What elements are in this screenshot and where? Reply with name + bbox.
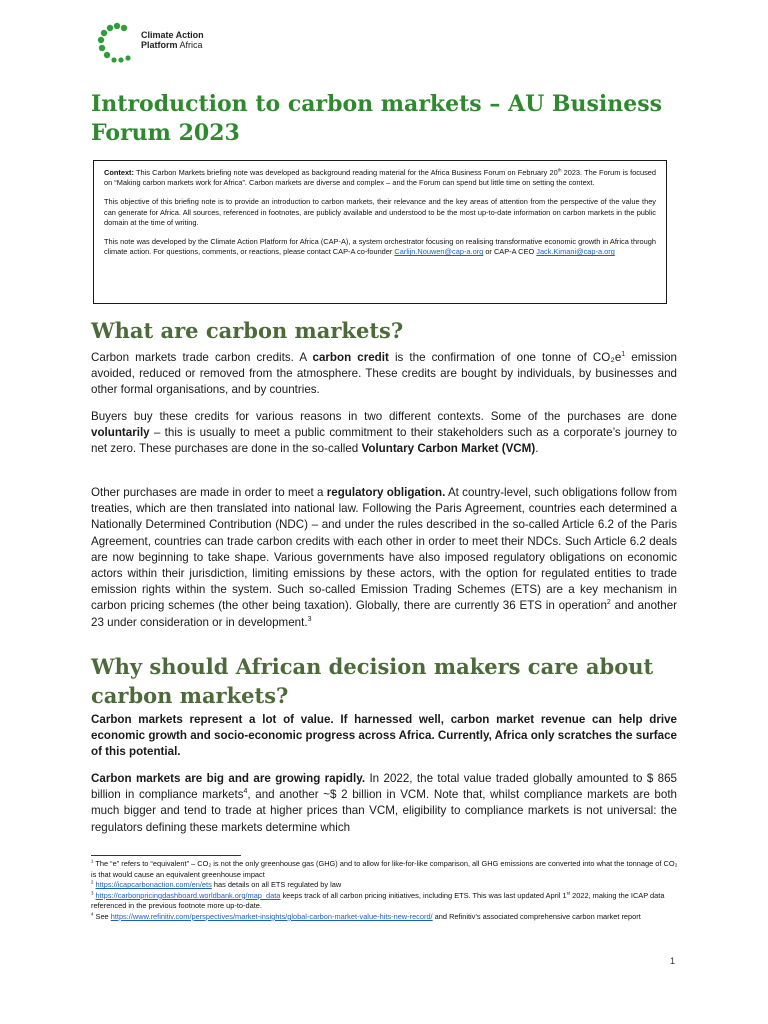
text: Buyers buy these credits for various reasons in two different contexts. Some of the purchases are done — [91, 410, 677, 423]
text: Other purchases are made in order to meet a — [91, 486, 327, 499]
bold-text: regulatory obligation. — [326, 486, 446, 499]
text: Carbon markets trade carbon credits. A — [91, 351, 313, 364]
context-label: Context: — [104, 168, 134, 177]
footnote-text: 2022, making the ICAP data referenced in the previous footnote more up-to-date. — [91, 890, 665, 911]
text: , and another ~$ 2 billion in VCM. Note that, whilst compliance markets are both much bigger and tend to trade at higher prices than VCM, eligibility to compliance markets is not universal: the regulators defining these markets determine which — [91, 788, 677, 834]
text: is the confirmation of one tonne of CO₂e — [388, 351, 622, 364]
footnote-ref-1[interactable]: 1 — [621, 351, 626, 359]
footnote-ref-3[interactable]: 3 — [307, 615, 312, 623]
bold-text: voluntarily — [91, 426, 150, 440]
footnotes — [91, 859, 681, 923]
section1-paragraph-1 — [91, 350, 677, 399]
context-text: This note was developed by the Climate Action Platform for Africa (CAP-A), a system orchestrator focusing on realising transformative economic growth in Africa through climate action. For questions, comments, or reactions, please contact CAP-A co-founder — [104, 237, 656, 257]
context-paragraph-3 — [104, 237, 656, 258]
email-link-jack[interactable]: Jack.Kimani@cap-a.org — [536, 247, 615, 257]
text: In 2022, the total value traded globally amounted to $ 865 billion in compliance markets — [91, 772, 678, 802]
email-link-carlijn[interactable]: Carlijn.Nouwen@cap-a.org — [394, 247, 484, 257]
footnote-separator — [91, 855, 241, 856]
footnote-number: 4 — [91, 911, 94, 917]
footnote-3 — [91, 891, 681, 912]
footnote-link-worldbank[interactable]: https://carbonpricingdashboard.worldbank.org/map_data — [95, 890, 281, 900]
footnote-number: 2 — [91, 879, 94, 885]
context-box — [93, 160, 667, 304]
context-text: This Carbon Markets briefing note was developed as background reading material for the Africa Business Forum on February 20 — [133, 168, 558, 177]
footnote-link-icap[interactable]: https://icapcarbonaction.com/en/ets — [95, 880, 212, 890]
context-text: 2023. The Forum is focused on “Making carbon markets work for Africa”. Carbon markets are diverse and complex – and the Forum can spend but little time on setting the context. — [104, 168, 656, 188]
text: – this is usually to meet a public commitment to their stakeholders such as a corporate’s journey to net zero. These purchases are done in the so-called — [91, 426, 677, 456]
footnote-link-refinitiv[interactable]: https://www.refinitiv.com/perspectives/market-insights/global-carbon-market-value-hits-new-record/ — [110, 911, 433, 921]
section2-paragraph-1: Carbon markets represent a lot of value. If harnessed well, carbon market revenue can help drive economic growth and socio-economic progress across Africa. Currently, Africa only scratches the surface of this potential. — [91, 713, 677, 759]
footnote-ref-2[interactable]: 2 — [606, 599, 611, 607]
logo-line2b: Africa — [177, 40, 203, 50]
context-text: or CAP-A CEO — [483, 247, 537, 257]
context-paragraph-2: This objective of this briefing note is to provide an introduction to carbon markets, their relevance and the key areas of attention from the perspective of the value they can generate for Africa. All sources, referenced in footnotes, are publicly available and understood to be the most up-to-date information on carbon markets in the public domain at the time of writing. — [104, 197, 656, 228]
document-title: Introduction to carbon markets – AU Business Forum 2023 — [91, 91, 663, 146]
footnote-ref-4[interactable]: 4 — [243, 788, 248, 796]
text: emission avoided, reduced or removed from the atmosphere. These credits are bought by individuals, by businesses and other formal organisations, and by countries. — [91, 351, 677, 397]
text: . — [535, 442, 539, 456]
logo-line1: Climate Action — [141, 30, 204, 40]
bold-text: carbon credit — [312, 351, 389, 364]
footnote-number: 3 — [91, 890, 94, 896]
section2-paragraph-2 — [91, 771, 677, 836]
footnote-text: The “e” refers to “equivalent” – CO₂ is not the only greenhouse gas (GHG) and to allow for like-for-like comparison, all GHG emissions are converted into what the tonnage of CO₂ is that would cause an equivalent greenhouse impact — [91, 859, 678, 879]
bold-text: Carbon markets are big and are growing rapidly. — [91, 772, 366, 785]
section-heading-what-are-carbon-markets: What are carbon markets? — [91, 318, 404, 343]
logo-wordmark — [141, 30, 204, 50]
section-heading-why-care: Why should African decision makers care about carbon markets? — [91, 654, 654, 708]
text: At country-level, such obligations follow from treaties, which are then translated into national law. Following the Paris Agreement, countries each determined a Nationally Determined Contribution (NDC) – and under the rules described in the so-called Article 6.2 of the Paris Agreement, countries can trade carbon credits with each other in order to meet their NDCs. Such Article 6.2 deals are now beginning to take shape. Various governments have also imposed regulatory obligations on economic actors within their jurisdiction, limiting emissions by these actors, with the option for regulated entities to trade emission rights within the system. Such so-called Emission Trading Schemes (ETS) are a key mechanism in carbon pricing schemes (the other being taxation). Globally, there are currently 36 ETS in operation — [91, 486, 677, 613]
page-number: 1 — [670, 956, 676, 966]
footnote-text: and Refinitiv’s associated comprehensive carbon market report — [432, 911, 641, 921]
footnote-text: has details on all ETS regulated by law — [211, 880, 342, 890]
footnote-number: 1 — [91, 858, 94, 864]
logo-line2: Platform — [141, 40, 178, 50]
footnote-text: keeps track of all carbon pricing initiatives, including ETS. This was last updated April 1 — [280, 890, 567, 900]
bold-text: Voluntary Carbon Market (VCM) — [361, 442, 536, 456]
context-paragraph-1 — [104, 168, 656, 189]
footnote-text: See — [93, 911, 111, 921]
footnote-2 — [91, 880, 681, 891]
section1-paragraph-3 — [91, 485, 677, 631]
text: and another 23 under consideration or in development. — [91, 599, 677, 629]
superscript: th — [557, 167, 562, 173]
section1-paragraph-2 — [91, 409, 677, 458]
superscript: st — [566, 890, 571, 896]
footnote-1 — [91, 859, 681, 880]
footnote-4 — [91, 912, 681, 923]
